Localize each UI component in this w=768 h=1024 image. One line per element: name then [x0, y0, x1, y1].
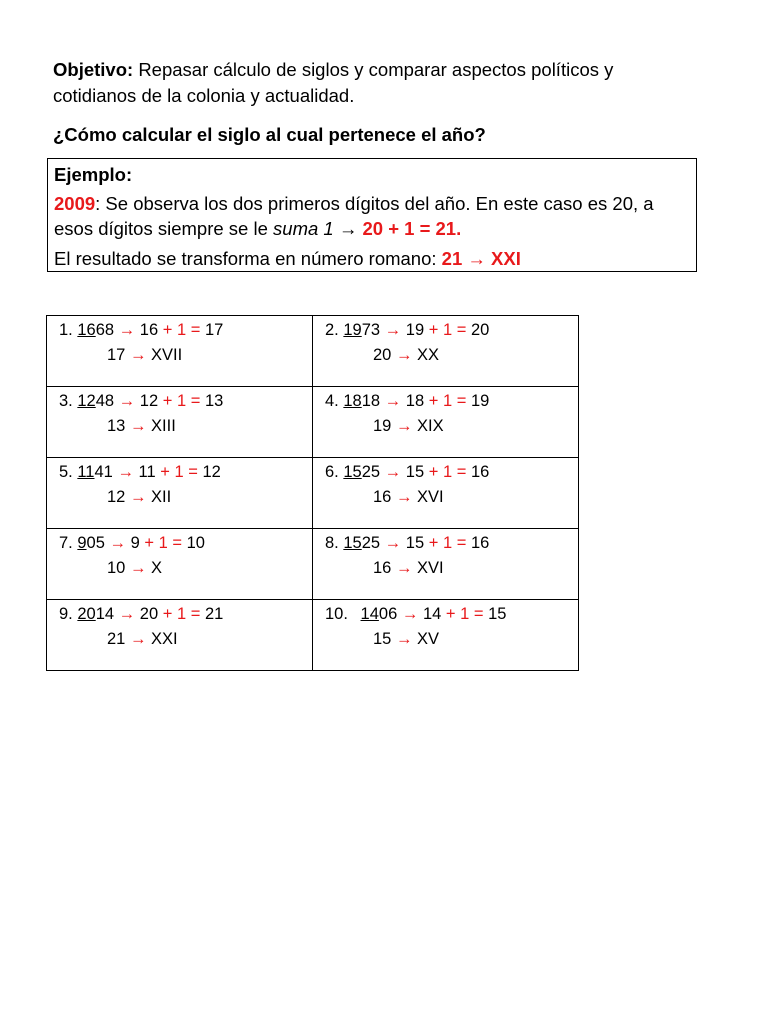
example-line-1	[54, 191, 690, 241]
exercise-roman: XIX	[417, 417, 444, 435]
exercise-year	[77, 534, 105, 552]
year-suffix: 14	[95, 605, 115, 623]
exercise-roman-line	[59, 414, 312, 439]
exercise-plus-one: + 1 =	[428, 534, 467, 552]
arrow-icon: →	[395, 346, 413, 364]
example-line1-result: 20 + 1 = 21.	[362, 218, 462, 239]
exercise-calc-line	[325, 318, 578, 343]
exercise-cell	[47, 600, 313, 671]
exercise-digits: 16	[139, 321, 159, 339]
exercise-number: 7.	[59, 534, 73, 552]
exercise-century-2: 15	[373, 630, 392, 648]
exercise-number: 3.	[59, 392, 73, 410]
exercise-digits: 20	[139, 605, 159, 623]
year-suffix: 25	[361, 463, 381, 481]
exercise-century-2: 21	[107, 630, 126, 648]
exercise-plus-one: + 1 =	[428, 392, 467, 410]
exercise-century: 16	[470, 463, 490, 481]
exercise-roman: X	[151, 559, 163, 577]
exercise-century-2: 16	[373, 559, 392, 577]
exercise-century: 16	[470, 534, 490, 552]
exercise-cell	[47, 458, 313, 529]
year-suffix: 48	[95, 392, 115, 410]
exercise-calc-line	[325, 460, 578, 485]
example-line2-result: 21 → XXI	[441, 248, 521, 269]
year-suffix: 18	[361, 392, 381, 410]
table-row	[47, 458, 579, 529]
exercise-digits: 18	[405, 392, 425, 410]
exercise-century: 17	[204, 321, 224, 339]
year-prefix: 16	[77, 321, 96, 339]
exercise-digits: 15	[405, 463, 425, 481]
arrow-icon: →	[384, 463, 402, 481]
year-prefix: 18	[343, 392, 362, 410]
arrow-icon: →	[117, 463, 134, 481]
exercise-year	[77, 321, 114, 339]
exercise-roman: XXI	[151, 630, 178, 648]
exercise-year	[361, 605, 398, 623]
example-title: Ejemplo:	[54, 164, 133, 185]
exercise-roman-line	[59, 556, 312, 581]
arrow-icon: →	[395, 559, 413, 577]
exercise-century-2: 20	[373, 346, 392, 364]
arrow-icon: →	[129, 630, 147, 648]
exercise-roman-line	[325, 556, 578, 581]
example-line2-text: El resultado se transforma en número romano:	[54, 248, 442, 269]
exercise-roman: XV	[417, 630, 440, 648]
exercise-cell	[47, 316, 313, 387]
exercise-cell	[313, 316, 579, 387]
exercise-cell	[313, 387, 579, 458]
exercise-century: 19	[470, 392, 490, 410]
exercise-number: 2.	[325, 321, 339, 339]
exercise-number: 9.	[59, 605, 73, 623]
exercise-century-2: 19	[373, 417, 392, 435]
exercise-plus-one: + 1 =	[162, 392, 201, 410]
arrow-icon: →	[395, 630, 413, 648]
exercise-cell	[47, 387, 313, 458]
example-arrow: →	[338, 218, 358, 239]
exercise-calc-line	[325, 389, 578, 414]
exercise-calc-line	[59, 318, 312, 343]
year-suffix: 25	[361, 534, 381, 552]
exercise-century-2: 16	[373, 488, 392, 506]
exercise-year	[77, 605, 114, 623]
arrow-icon: →	[395, 488, 413, 506]
exercise-roman: XX	[417, 346, 440, 364]
year-prefix: 12	[77, 392, 96, 410]
arrow-icon: →	[395, 417, 413, 435]
exercise-century-2: 13	[107, 417, 126, 435]
exercise-plus-one: + 1 =	[445, 605, 484, 623]
arrow-icon: →	[109, 534, 126, 552]
exercise-digits: 14	[422, 605, 442, 623]
arrow-icon: →	[118, 605, 136, 623]
arrow-icon: →	[129, 559, 147, 577]
exercise-calc-line	[59, 531, 312, 556]
exercise-year	[343, 463, 380, 481]
objective-paragraph	[53, 57, 693, 109]
exercise-century-2: 12	[107, 488, 126, 506]
exercise-century: 15	[488, 605, 507, 623]
example-line1-italic: suma 1	[273, 218, 334, 239]
exercise-century-2: 17	[107, 346, 126, 364]
arrow-icon: →	[129, 346, 147, 364]
exercise-century: 12	[202, 463, 221, 481]
year-suffix: 06	[378, 605, 398, 623]
exercise-year	[343, 392, 380, 410]
arrow-icon: →	[384, 534, 402, 552]
exercise-number: 4.	[325, 392, 339, 410]
year-prefix: 11	[77, 463, 95, 481]
year-prefix: 15	[343, 534, 362, 552]
exercise-year	[343, 321, 380, 339]
exercise-cell	[313, 458, 579, 529]
arrow-icon: →	[401, 605, 419, 623]
exercise-roman-line	[325, 414, 578, 439]
year-prefix: 20	[77, 605, 96, 623]
year-suffix: 05	[86, 534, 105, 552]
exercise-plus-one: + 1 =	[144, 534, 182, 552]
exercise-roman: XVII	[151, 346, 183, 364]
arrow-icon: →	[118, 392, 136, 410]
exercise-number: 10.	[325, 605, 348, 623]
exercise-plus-one: + 1 =	[428, 321, 467, 339]
exercise-roman-line	[59, 627, 312, 652]
exercise-cell	[313, 529, 579, 600]
exercise-century: 21	[204, 605, 224, 623]
exercise-number: 1.	[59, 321, 73, 339]
exercise-roman-line	[59, 485, 312, 510]
year-prefix: 9	[77, 534, 87, 552]
exercise-cell	[47, 529, 313, 600]
exercise-century: 10	[186, 534, 205, 552]
objective-label: Objetivo:	[53, 59, 134, 80]
example-line-2	[54, 246, 690, 271]
exercise-digits: 11	[138, 463, 156, 481]
exercise-year	[343, 534, 380, 552]
exercise-roman: XVI	[417, 488, 444, 506]
arrow-icon: →	[129, 488, 147, 506]
exercise-year	[77, 463, 113, 481]
arrow-icon: →	[384, 392, 402, 410]
exercise-number: 5.	[59, 463, 73, 481]
example-line1-text: : Se observa los dos primeros dígitos del año. En este caso es 20, a esos dígitos siempre se le	[54, 193, 654, 239]
example-year: 2009	[54, 193, 96, 214]
exercise-century-2: 10	[107, 559, 126, 577]
table-row	[47, 316, 579, 387]
exercise-calc-line	[59, 460, 312, 485]
exercise-digits: 9	[130, 534, 140, 552]
year-prefix: 19	[343, 321, 362, 339]
example-box	[47, 158, 697, 272]
exercise-roman-line	[325, 627, 578, 652]
exercise-calc-line	[59, 602, 312, 627]
table-row	[47, 600, 579, 671]
exercise-plus-one: + 1 =	[160, 463, 198, 481]
exercise-plus-one: + 1 =	[428, 463, 467, 481]
exercises-table	[46, 315, 579, 671]
exercise-plus-one: + 1 =	[162, 605, 201, 623]
question-heading: ¿Cómo calcular el siglo al cual pertenece el año?	[53, 124, 486, 145]
exercise-calc-line	[59, 389, 312, 414]
exercise-roman-line	[59, 343, 312, 368]
year-suffix: 73	[361, 321, 381, 339]
exercise-roman: XII	[151, 488, 172, 506]
year-prefix: 15	[343, 463, 362, 481]
exercise-century: 13	[204, 392, 224, 410]
year-suffix: 68	[95, 321, 115, 339]
exercise-number: 6.	[325, 463, 339, 481]
exercise-cell	[313, 600, 579, 671]
exercise-roman: XVI	[417, 559, 444, 577]
arrow-icon: →	[118, 321, 136, 339]
arrow-icon: →	[384, 321, 402, 339]
exercise-roman-line	[325, 485, 578, 510]
objective-text: Repasar cálculo de siglos y comparar aspectos políticos y cotidianos de la colonia y actualidad.	[53, 59, 614, 106]
year-prefix: 14	[360, 605, 379, 623]
exercise-calc-line	[325, 602, 578, 627]
exercise-digits: 15	[405, 534, 425, 552]
exercise-century: 20	[470, 321, 490, 339]
year-suffix: 41	[94, 463, 113, 481]
exercise-number: 8.	[325, 534, 339, 552]
exercise-roman-line	[325, 343, 578, 368]
exercise-roman: XIII	[151, 417, 176, 435]
exercise-plus-one: + 1 =	[162, 321, 201, 339]
exercise-digits: 12	[139, 392, 159, 410]
table-row	[47, 387, 579, 458]
table-row	[47, 529, 579, 600]
arrow-icon: →	[129, 417, 147, 435]
exercise-calc-line	[325, 531, 578, 556]
exercise-digits: 19	[405, 321, 425, 339]
exercise-year	[77, 392, 114, 410]
